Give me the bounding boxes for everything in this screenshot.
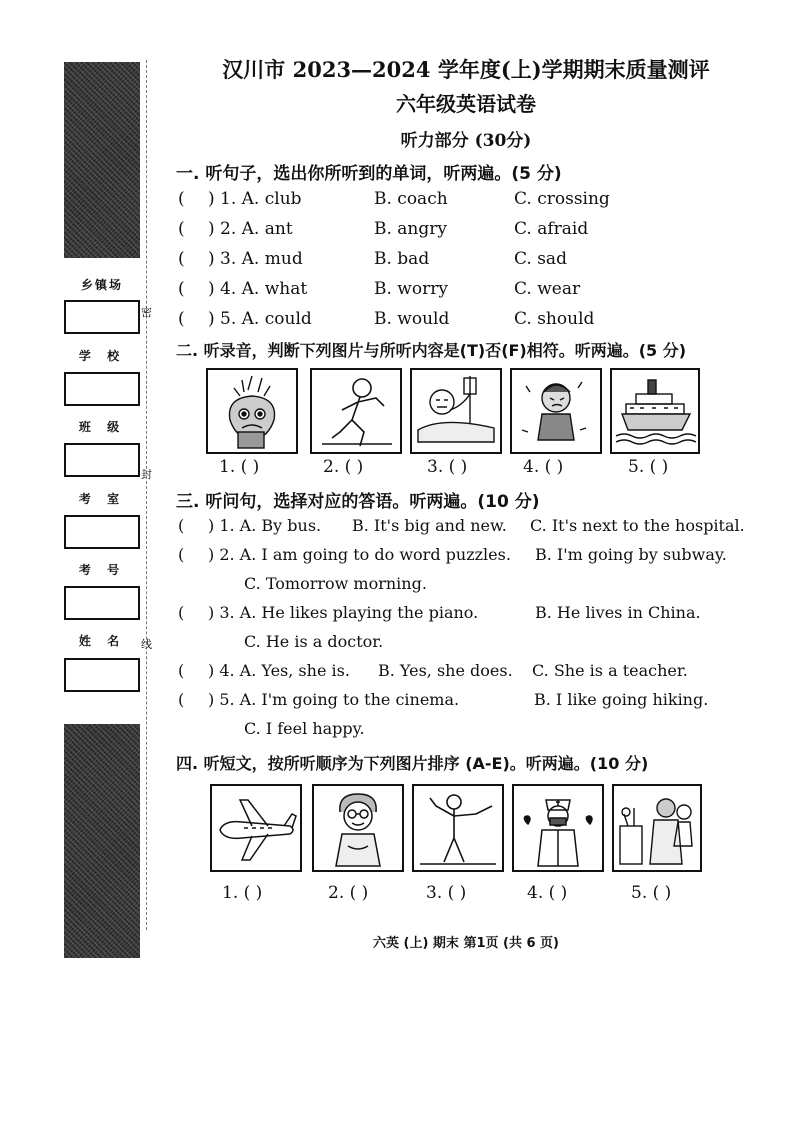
listening-part-title: 听力部分 (30分) xyxy=(400,131,532,151)
s3-q5-option-c: C. I feel happy. xyxy=(244,719,365,738)
s1-q5-option-c: C. should xyxy=(514,309,595,329)
s3-q3-option-a: ) 3. A. He likes playing the piano. xyxy=(208,603,479,622)
running-person-icon xyxy=(310,368,402,454)
s1-question-5 xyxy=(178,309,312,329)
s1-q2-option-c: C. afraid xyxy=(514,219,589,239)
answer-paren[interactable]: ( xyxy=(178,219,185,239)
s1-q4-option-b: B. worry xyxy=(374,279,448,299)
s1-q3-option-a: ) 3. A. mud xyxy=(208,249,303,269)
room-input-box[interactable] xyxy=(64,515,140,549)
s2-answer-1[interactable]: 1. ( ) xyxy=(219,457,260,477)
airplane-icon xyxy=(210,784,302,872)
s3-q4-option-a: ) 4. A. Yes, she is. xyxy=(208,661,350,680)
seal-dashed-line xyxy=(146,60,147,930)
answer-paren[interactable]: ( xyxy=(178,249,185,269)
answer-paren[interactable]: ( xyxy=(178,603,185,622)
stressed-man-icon xyxy=(206,368,298,454)
field-label-name: 姓 名 xyxy=(78,634,126,648)
s1-q1-option-c: C. crossing xyxy=(514,189,610,209)
binding-pattern-top xyxy=(64,62,140,258)
sick-in-bed-icon xyxy=(410,368,502,454)
school-input-box[interactable] xyxy=(64,372,140,406)
s1-q3-option-c: C. sad xyxy=(514,249,567,269)
s1-q1-option-b: B. coach xyxy=(374,189,448,209)
grandmother-icon xyxy=(312,784,404,872)
s1-q3-option-b: B. bad xyxy=(374,249,430,269)
scientist-icon xyxy=(612,784,702,872)
answer-paren[interactable]: ( xyxy=(178,189,185,209)
s1-question-1 xyxy=(178,189,302,209)
s1-q5-option-b: B. would xyxy=(374,309,450,329)
s3-q2-option-c: C. Tomorrow morning. xyxy=(244,574,427,593)
s1-question-4 xyxy=(178,279,307,299)
s3-q3-option-c: C. He is a doctor. xyxy=(244,632,384,651)
s3-q1-option-b: B. It's big and new. xyxy=(352,516,507,535)
s4-answer-2[interactable]: 2. ( ) xyxy=(328,883,369,903)
s1-q5-option-a: ) 5. A. could xyxy=(208,309,312,329)
seal-char-mi: 密 xyxy=(141,306,152,319)
answer-paren[interactable]: ( xyxy=(178,309,185,329)
field-label-class: 班 级 xyxy=(78,420,126,434)
s2-answer-5[interactable]: 5. ( ) xyxy=(628,457,669,477)
s4-answer-1[interactable]: 1. ( ) xyxy=(222,883,263,903)
s3-question-4 xyxy=(178,661,350,680)
answer-paren[interactable]: ( xyxy=(178,545,185,564)
s3-question-2 xyxy=(178,545,511,564)
s3-q5-option-b: B. I like going hiking. xyxy=(534,690,709,709)
s4-answer-5[interactable]: 5. ( ) xyxy=(631,883,672,903)
s3-q1-option-a: ) 1. A. By bus. xyxy=(208,516,322,535)
s1-q4-option-c: C. wear xyxy=(514,279,581,299)
answer-paren[interactable]: ( xyxy=(178,690,185,709)
exam-title: 汉川市 2023—2024 学年度(上)学期期末质量测评 xyxy=(222,57,710,82)
page-footer: 六英 (上) 期末 第1页 (共 6 页) xyxy=(372,936,559,951)
s3-question-3 xyxy=(178,603,478,622)
s2-answer-4[interactable]: 4. ( ) xyxy=(523,457,564,477)
section3-heading: 三. 听问句，选择对应的答语。听两遍。(10 分) xyxy=(176,492,540,512)
s1-q4-option-a: ) 4. A. what xyxy=(208,279,308,299)
s3-q1-option-c: C. It's next to the hospital. xyxy=(530,516,745,535)
section1-heading: 一. 听句子，选出你所听到的单词，听两遍。(5 分) xyxy=(176,164,562,184)
s1-q1-option-a: ) 1. A. club xyxy=(208,189,302,209)
answer-paren[interactable]: ( xyxy=(178,516,185,535)
binding-pattern-bottom xyxy=(64,724,140,958)
ship-icon xyxy=(610,368,700,454)
s3-q5-option-a: ) 5. A. I'm going to the cinema. xyxy=(208,690,460,709)
s3-q2-option-a: ) 2. A. I am going to do word puzzles. xyxy=(208,545,511,564)
s1-question-3 xyxy=(178,249,303,269)
s2-answer-3[interactable]: 3. ( ) xyxy=(427,457,468,477)
s3-q2-option-b: B. I'm going by subway. xyxy=(535,545,727,564)
s1-q2-option-a: ) 2. A. ant xyxy=(208,219,293,239)
seal-char-xian: 线 xyxy=(141,638,152,651)
seal-char-feng: 封 xyxy=(141,468,152,481)
field-label-school: 学 校 xyxy=(78,349,126,363)
s1-question-2 xyxy=(178,219,293,239)
tai-chi-man-icon xyxy=(412,784,504,872)
section2-heading: 二. 听录音，判断下列图片与所听内容是(T)否(F)相符。听两遍。(5 分) xyxy=(176,341,687,360)
s4-answer-4[interactable]: 4. ( ) xyxy=(527,883,568,903)
exam-subtitle: 六年级英语试卷 xyxy=(396,92,536,116)
field-label-room: 考 室 xyxy=(78,492,126,506)
field-label-exam-number: 考 号 xyxy=(78,563,126,577)
answer-paren[interactable]: ( xyxy=(178,661,185,680)
field-label-town: 乡镇场 xyxy=(80,278,123,292)
section4-heading: 四. 听短文，按所听顺序为下列图片排序 (A-E)。听两遍。(10 分) xyxy=(176,754,649,773)
s2-answer-2[interactable]: 2. ( ) xyxy=(323,457,364,477)
class-input-box[interactable] xyxy=(64,443,140,477)
doctor-icon xyxy=(512,784,604,872)
s1-q2-option-b: B. angry xyxy=(374,219,447,239)
s4-answer-3[interactable]: 3. ( ) xyxy=(426,883,467,903)
s3-q3-option-b: B. He lives in China. xyxy=(535,603,701,622)
s3-question-5 xyxy=(178,690,459,709)
s3-q4-option-c: C. She is a teacher. xyxy=(532,661,688,680)
name-input-box[interactable] xyxy=(64,658,140,692)
s3-q4-option-b: B. Yes, she does. xyxy=(378,661,513,680)
exam-number-input-box[interactable] xyxy=(64,586,140,620)
s3-question-1 xyxy=(178,516,321,535)
answer-paren[interactable]: ( xyxy=(178,279,185,299)
sad-girl-icon xyxy=(510,368,602,454)
town-input-box[interactable] xyxy=(64,300,140,334)
